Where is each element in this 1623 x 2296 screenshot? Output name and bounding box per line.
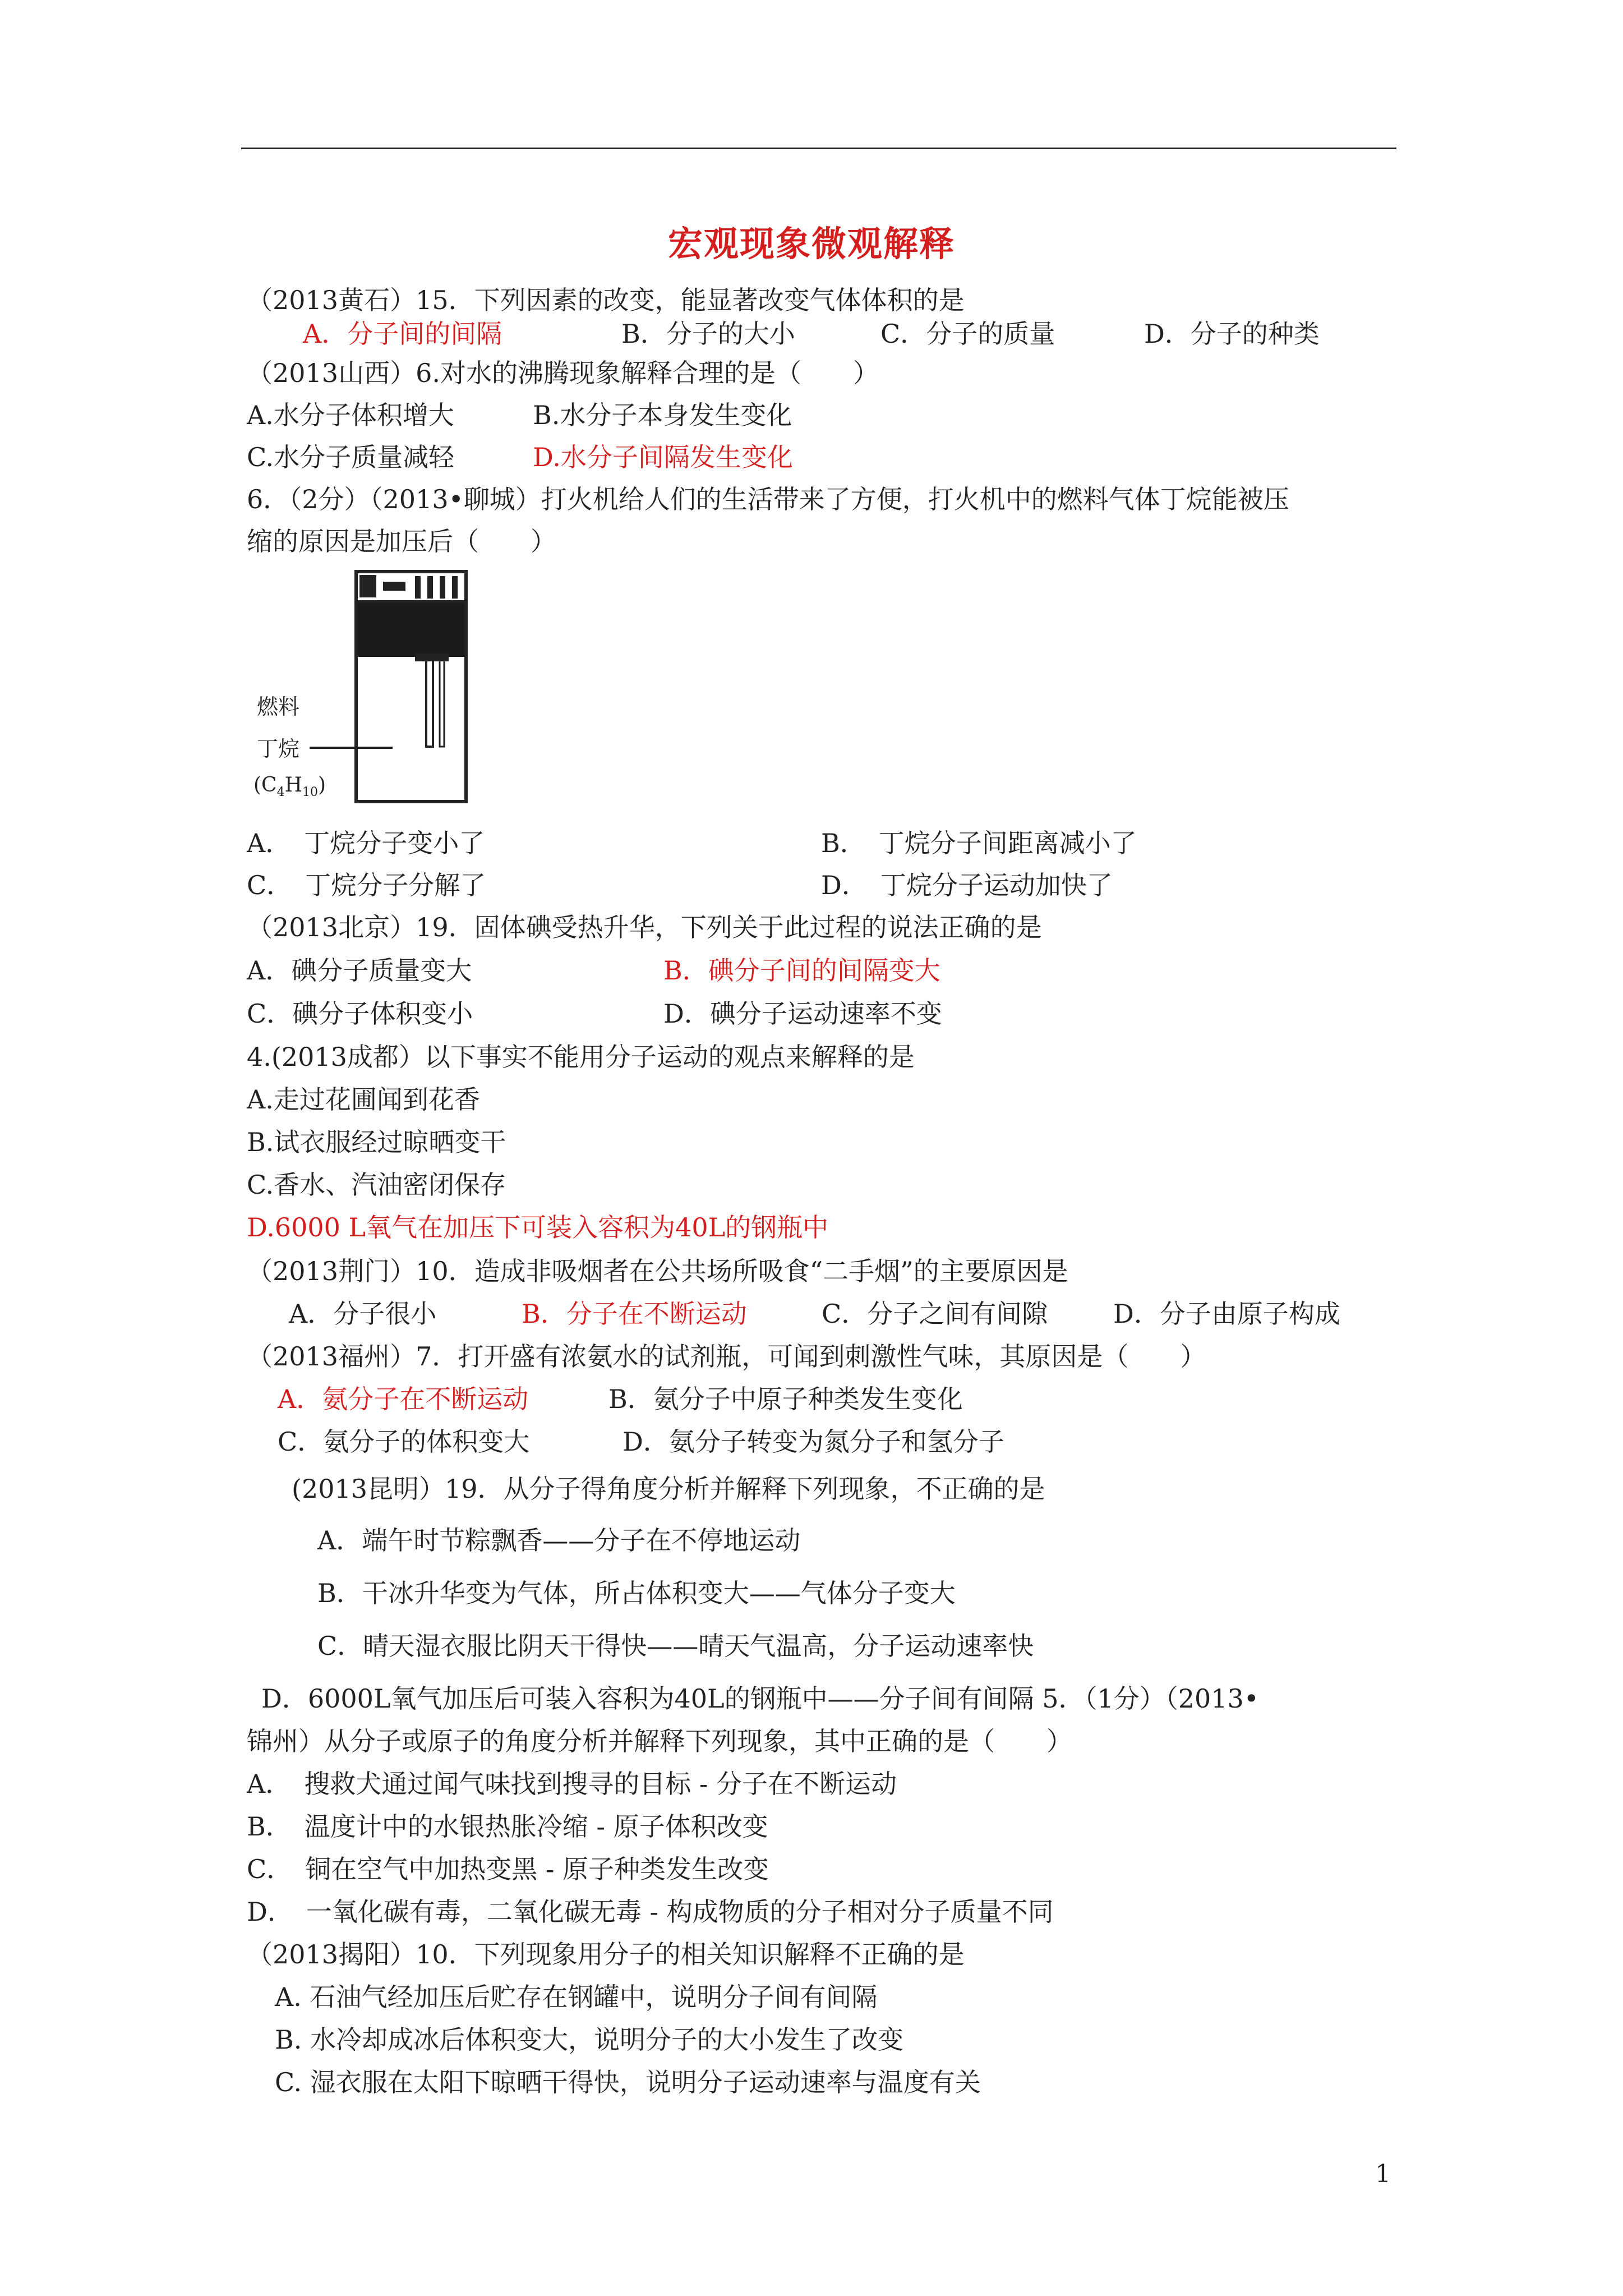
lighter-cap-mark (415, 576, 421, 599)
option-answer: B．分子在不断运动 (522, 1299, 747, 1329)
option: C.水分子质量减轻 (247, 442, 455, 472)
question-stem: 4.(2013成都）以下事实不能用分子运动的观点来解释的是 (247, 1042, 915, 1072)
option: C.香水、汽油密闭保存 (247, 1170, 506, 1200)
option-answer: A．氨分子在不断运动 (278, 1384, 529, 1414)
lighter-cap-mark (383, 582, 405, 591)
option: A．分子很小 (289, 1299, 437, 1329)
header-rule (241, 148, 1396, 149)
question-stem: （2013山西）6.对水的沸腾现象解释合理的是（ ） (247, 358, 879, 388)
option: B.水分子本身发生变化 (533, 400, 792, 430)
option: B．干冰升华变为气体，所占体积变大——气体分子变大 (317, 1578, 956, 1608)
option-answer: B．碘分子间的间隔变大 (663, 955, 940, 986)
question-stem-line: 锦州）从分子或原子的角度分析并解释下列现象，其中正确的是（ ） (247, 1726, 1072, 1756)
option: B． 丁烷分子间距离减小了 (821, 828, 1137, 858)
figure-label-fuel: 燃料 (257, 694, 300, 719)
option: C．晴天湿衣服比阴天干得快——晴天气温高，分子运动速率快 (317, 1631, 1034, 1661)
lighter-cap-mark (440, 576, 445, 599)
option: C．分子的质量 (880, 319, 1055, 349)
option: D．分子的种类 (1144, 319, 1320, 349)
option: B.试衣服经过晾晒变干 (247, 1127, 506, 1157)
question-stem: （2013荆门）10．造成非吸烟者在公共场所吸食“二手烟”的主要原因是 (247, 1256, 1068, 1286)
option-answer: A．分子间的间隔 (303, 319, 502, 349)
option-answer: D.水分子间隔发生变化 (533, 442, 793, 472)
option: A. 石油气经加压后贮存在钢罐中，说明分子间有间隔 (275, 1982, 878, 2012)
option: A．端午时节粽飘香——分子在不停地运动 (317, 1525, 801, 1556)
option: A． 丁烷分子变小了 (247, 828, 485, 858)
lighter-cap-mark (359, 575, 376, 597)
option: C． 铜在空气中加热变黑 - 原子种类发生改变 (247, 1854, 769, 1884)
lighter-cap-mark (427, 576, 433, 599)
option: C. 湿衣服在太阳下晾晒干得快，说明分子运动速率与温度有关 (275, 2067, 981, 2097)
question-stem: （2013黄石）15．下列因素的改变，能显著改变气体体积的是 (247, 285, 965, 315)
option: B. 水冷却成冰后体积变大，说明分子的大小发生了改变 (275, 2024, 904, 2055)
option: C． 丁烷分子分解了 (247, 870, 486, 900)
option: D． 丁烷分子运动加快了 (821, 870, 1113, 900)
option: C．氨分子的体积变大 (278, 1427, 530, 1457)
option: C．碘分子体积变小 (247, 999, 473, 1029)
question-stem-line: 6．（2分）（2013•聊城）打火机给人们的生活带来了方便，打火机中的燃料气体丁烷能被压 (247, 484, 1289, 514)
lighter-cap-mark (452, 576, 458, 599)
lighter-valve (426, 657, 433, 747)
option: A.水分子体积增大 (247, 400, 454, 430)
option: A． 搜救犬通过闻气味找到搜寻的目标 - 分子在不断运动 (247, 1769, 897, 1799)
figure-label-formula: $(C_4H_{10})$ (253, 774, 326, 800)
option: D．氨分子转变为氮分子和氢分子 (623, 1427, 1004, 1457)
option: D．分子由原子构成 (1113, 1299, 1340, 1329)
lighter-wick (440, 657, 444, 747)
option-answer: D.6000 L氧气在加压下可装入容积为40L的钢瓶中 (247, 1212, 829, 1243)
page-title: 宏观现象微观解释 (667, 223, 955, 264)
option: B．氨分子中原子种类发生变化 (608, 1384, 963, 1414)
option: C．分子之间有间隙 (822, 1299, 1048, 1329)
option: A．碘分子质量变大 (247, 955, 472, 986)
question-stem-line: D．6000L氧气加压后可装入容积为40L的钢瓶中——分子间有间隔 5．（1分）（2013• (261, 1683, 1259, 1714)
lighter-head (358, 603, 464, 657)
question-stem: （2013揭阳）10．下列现象用分子的相关知识解释不正确的是 (247, 1939, 965, 1970)
option: D．碘分子运动速率不变 (663, 999, 942, 1029)
page-number: 1 (1375, 2160, 1391, 2188)
option: A.走过花圃闻到花香 (247, 1084, 480, 1115)
question-stem: （2013福州）7．打开盛有浓氨水的试剂瓶，可闻到刺激性气味，其原因是（ ） (247, 1341, 1206, 1372)
question-stem: (2013昆明）19．从分子得角度分析并解释下列现象，不正确的是 (292, 1474, 1045, 1504)
figure-label-butane: 丁烷 (257, 737, 300, 761)
question-stem-line: 缩的原因是加压后（ ） (247, 526, 556, 556)
option: B．分子的大小 (621, 319, 795, 349)
lighter-valve-top (415, 654, 449, 661)
option: D． 一氧化碳有毒，二氧化碳无毒 - 构成物质的分子相对分子质量不同 (247, 1897, 1054, 1927)
question-stem: （2013北京）19．固体碘受热升华，下列关于此过程的说法正确的是 (247, 912, 1042, 942)
option: B． 温度计中的水银热胀冷缩 - 原子体积改变 (247, 1811, 768, 1842)
